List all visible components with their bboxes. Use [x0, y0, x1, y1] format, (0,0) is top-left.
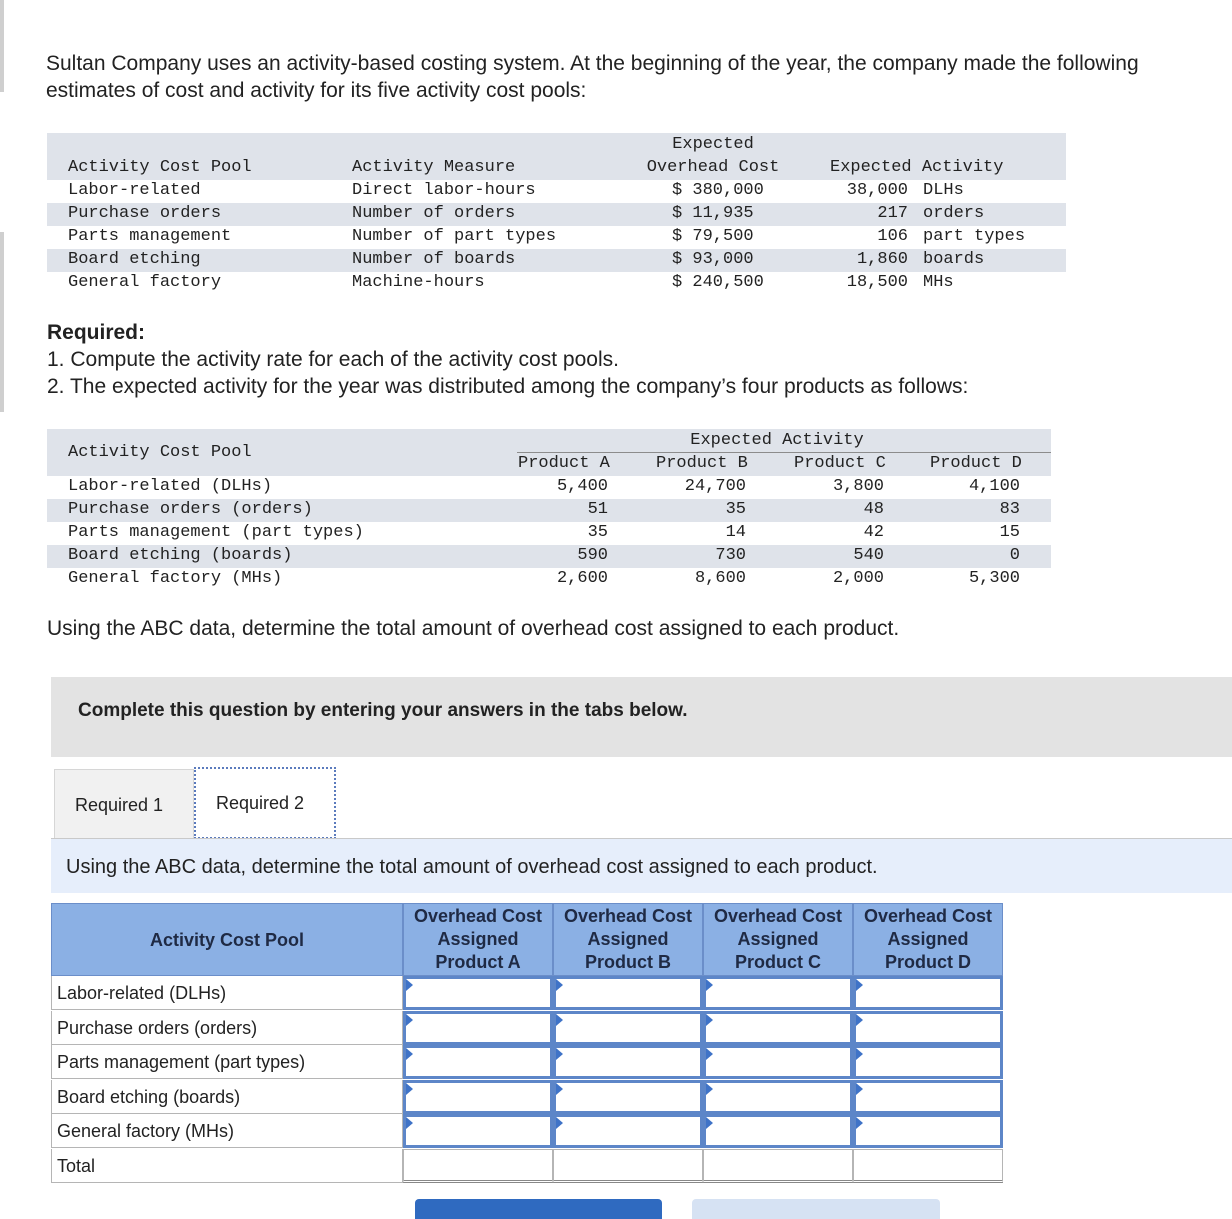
activity-measure: Number of orders	[352, 204, 516, 223]
header-overhead-cost-assigned	[853, 903, 1003, 976]
header-line: Assigned	[887, 929, 969, 949]
header-expected-activity: Expected Activity	[690, 431, 864, 450]
overhead-input-cell	[853, 1011, 1003, 1045]
activity-quantity: 18,500	[846, 273, 908, 292]
header-product: Product B	[584, 952, 671, 972]
total-cell	[553, 1149, 703, 1183]
activity-value: 15	[999, 523, 1020, 542]
header-product: Product A	[518, 454, 610, 473]
overhead-cost: $ 79,500	[672, 227, 754, 246]
activity-value: 5,400	[556, 477, 608, 496]
activity-measure: Machine-hours	[352, 273, 485, 292]
cost-pool-name: Parts management	[68, 227, 232, 246]
cost-pool-name: General factory (MHs)	[68, 569, 283, 588]
overhead-input-cell	[853, 1045, 1003, 1079]
overhead-input-cell	[403, 1045, 553, 1079]
total-cell	[403, 1149, 553, 1183]
activity-value: 42	[863, 523, 884, 542]
required-line-1: 1. Compute the activity rate for each of the activity cost pools.	[47, 348, 619, 371]
left-edge-mark	[0, 0, 4, 92]
activity-value: 83	[999, 500, 1020, 519]
header-activity-cost-pool: Activity Cost Pool	[51, 903, 403, 976]
input-marker-icon	[556, 1048, 563, 1060]
overhead-input[interactable]	[856, 1014, 1000, 1042]
total-row-label: Total	[51, 1149, 403, 1183]
activity-value: 730	[715, 546, 746, 565]
overhead-input-cell	[553, 1045, 703, 1079]
activity-value: 35	[587, 523, 608, 542]
header-overhead-cost: Overhead Cost	[646, 158, 780, 177]
activity-measure: Number of part types	[352, 227, 557, 246]
overhead-input[interactable]	[556, 1014, 700, 1042]
overhead-cost: $ 380,000	[672, 181, 764, 200]
input-marker-icon	[706, 1048, 713, 1060]
input-marker-icon	[856, 1083, 863, 1095]
row-label: General factory (MHs)	[51, 1114, 403, 1148]
overhead-input[interactable]	[406, 1048, 550, 1076]
overhead-input-cell	[853, 1080, 1003, 1114]
overhead-input-cell	[703, 1080, 853, 1114]
next-button[interactable]	[692, 1199, 940, 1219]
overhead-input[interactable]	[856, 979, 1000, 1007]
overhead-input[interactable]	[856, 1048, 1000, 1076]
input-marker-icon	[556, 1083, 563, 1095]
activity-measure: Number of boards	[352, 250, 516, 269]
input-marker-icon	[406, 979, 413, 991]
activity-quantity: 1,860	[856, 250, 908, 269]
activity-value: 14	[725, 523, 746, 542]
instruction-text: Complete this question by entering your answers in the tabs below.	[78, 700, 688, 721]
row-label: Board etching (boards)	[51, 1080, 403, 1114]
header-product: Product D	[884, 952, 971, 972]
overhead-input[interactable]	[706, 1048, 850, 1076]
tab-label: Required 1	[75, 795, 164, 815]
input-marker-icon	[856, 1014, 863, 1026]
overhead-input-cell	[553, 1080, 703, 1114]
overhead-input[interactable]	[556, 979, 700, 1007]
overhead-input[interactable]	[406, 1014, 550, 1042]
header-line: Assigned	[737, 929, 819, 949]
overhead-input[interactable]	[706, 1014, 850, 1042]
overhead-input-cell	[853, 976, 1003, 1010]
header-line: Overhead Cost	[563, 906, 693, 926]
activity-value: 4,100	[968, 477, 1020, 496]
instruction-panel	[51, 677, 1232, 757]
activity-value: 48	[863, 500, 884, 519]
cost-pool-name: Purchase orders (orders)	[68, 500, 313, 519]
overhead-input-cell	[553, 1011, 703, 1045]
overhead-input[interactable]	[706, 1117, 850, 1145]
input-marker-icon	[556, 979, 563, 991]
row-label: Labor-related (DLHs)	[51, 976, 403, 1010]
activity-value: 8,600	[694, 569, 746, 588]
row-label: Parts management (part types)	[51, 1045, 403, 1079]
row-label: Purchase orders (orders)	[51, 1011, 403, 1045]
header-line: Assigned	[437, 929, 519, 949]
overhead-input[interactable]	[556, 1083, 700, 1111]
required-line-2: 2. The expected activity for the year was distributed among the company’s four products as follows:	[47, 375, 969, 398]
header-activity-cost-pool: Activity Cost Pool	[68, 443, 252, 462]
cost-pool-name: Parts management (part types)	[68, 523, 364, 542]
activity-value: 2,000	[832, 569, 884, 588]
tab-label: Required 2	[216, 793, 305, 813]
input-marker-icon	[406, 1014, 413, 1026]
activity-value: 24,700	[684, 477, 746, 496]
header-overhead-cost-assigned	[553, 903, 703, 976]
input-marker-icon	[406, 1083, 413, 1095]
input-marker-icon	[556, 1014, 563, 1026]
overhead-input[interactable]	[406, 979, 550, 1007]
activity-value: 590	[577, 546, 608, 565]
activity-value: 51	[587, 500, 608, 519]
header-line: Overhead Cost	[713, 906, 843, 926]
problem-intro: Sultan Company uses an activity-based costing system. At the beginning of the year, the company made the following estimates of cost and activity for its five activity cost pools:	[46, 52, 1139, 102]
overhead-input[interactable]	[706, 1083, 850, 1111]
header-product: Product C	[734, 952, 821, 972]
header-expected: Expected	[672, 135, 754, 154]
overhead-input-cell	[403, 976, 553, 1010]
overhead-input[interactable]	[406, 1117, 550, 1145]
activity-quantity: 217	[877, 204, 908, 223]
overhead-input[interactable]	[556, 1117, 700, 1145]
tab-required-1[interactable]	[54, 769, 194, 838]
answer-instruction-banner	[51, 839, 1232, 893]
overhead-input-cell	[703, 1114, 853, 1148]
activity-unit: boards	[923, 250, 985, 269]
prev-button[interactable]	[415, 1199, 662, 1219]
header-product: Product C	[794, 454, 886, 473]
overhead-input[interactable]	[856, 1083, 1000, 1111]
total-cell	[703, 1149, 853, 1183]
activity-quantity: 106	[877, 227, 908, 246]
header-activity-cost-pool: Activity Cost Pool	[68, 158, 252, 177]
overhead-input-cell	[403, 1080, 553, 1114]
header-line: Overhead Cost	[413, 906, 543, 926]
activity-value: 0	[1009, 546, 1020, 565]
activity-measure: Direct labor-hours	[352, 181, 536, 200]
overhead-input[interactable]	[706, 979, 850, 1007]
cost-pool-name: Board etching	[68, 250, 201, 269]
activity-value: 5,300	[968, 569, 1020, 588]
input-marker-icon	[856, 979, 863, 991]
overhead-input-cell	[703, 976, 853, 1010]
activity-unit: orders	[923, 204, 985, 223]
overhead-input-cell	[853, 1114, 1003, 1148]
activity-unit: DLHs	[923, 181, 964, 200]
activity-unit: MHs	[923, 273, 954, 292]
input-marker-icon	[706, 1083, 713, 1095]
cost-pool-table	[47, 133, 1066, 295]
overhead-input-cell	[553, 1114, 703, 1148]
cost-pool-name: General factory	[68, 273, 222, 292]
header-line: Overhead Cost	[863, 906, 993, 926]
header-overhead-cost-assigned	[403, 903, 553, 976]
input-marker-icon	[706, 1014, 713, 1026]
banner-text: Using the ABC data, determine the total amount of overhead cost assigned to each product.	[66, 856, 878, 878]
input-marker-icon	[706, 979, 713, 991]
header-expected-activity: Expected Activity	[830, 158, 1004, 177]
input-marker-icon	[856, 1048, 863, 1060]
overhead-input-cell	[703, 1045, 853, 1079]
cost-pool-name: Labor-related (DLHs)	[68, 477, 273, 496]
input-marker-icon	[856, 1117, 863, 1129]
header-activity-measure: Activity Measure	[352, 158, 516, 177]
overhead-cost: $ 93,000	[672, 250, 754, 269]
header-rule	[517, 452, 1051, 453]
tab-required-2[interactable]	[194, 767, 336, 839]
overhead-cost: $ 240,500	[672, 273, 764, 292]
cost-pool-name: Board etching (boards)	[68, 546, 293, 565]
left-edge-mark	[0, 232, 4, 412]
header-product: Product D	[930, 454, 1022, 473]
total-cell	[853, 1149, 1003, 1183]
activity-value: 3,800	[832, 477, 884, 496]
activity-unit: part types	[923, 227, 1026, 246]
question-text: Using the ABC data, determine the total amount of overhead cost assigned to each product.	[47, 617, 900, 640]
overhead-input[interactable]	[556, 1048, 700, 1076]
header-line: Assigned	[587, 929, 669, 949]
header-overhead-cost-assigned	[703, 903, 853, 976]
overhead-input[interactable]	[856, 1117, 1000, 1145]
cost-pool-name: Labor-related	[68, 181, 201, 200]
overhead-cost: $ 11,935	[672, 204, 754, 223]
overhead-input-cell	[403, 1011, 553, 1045]
overhead-input-cell	[553, 976, 703, 1010]
input-marker-icon	[556, 1117, 563, 1129]
overhead-input[interactable]	[406, 1083, 550, 1111]
activity-value: 35	[725, 500, 746, 519]
overhead-input-cell	[703, 1011, 853, 1045]
input-marker-icon	[706, 1117, 713, 1129]
required-title: Required:	[47, 321, 146, 344]
header-product: Product B	[656, 454, 748, 473]
header-product: Product A	[435, 952, 521, 972]
input-marker-icon	[406, 1117, 413, 1129]
input-marker-icon	[406, 1048, 413, 1060]
activity-quantity: 38,000	[846, 181, 908, 200]
activity-value: 540	[853, 546, 884, 565]
cost-pool-name: Purchase orders	[68, 204, 222, 223]
activity-value: 2,600	[556, 569, 608, 588]
overhead-input-cell	[403, 1114, 553, 1148]
product-activity-table	[47, 429, 1051, 599]
